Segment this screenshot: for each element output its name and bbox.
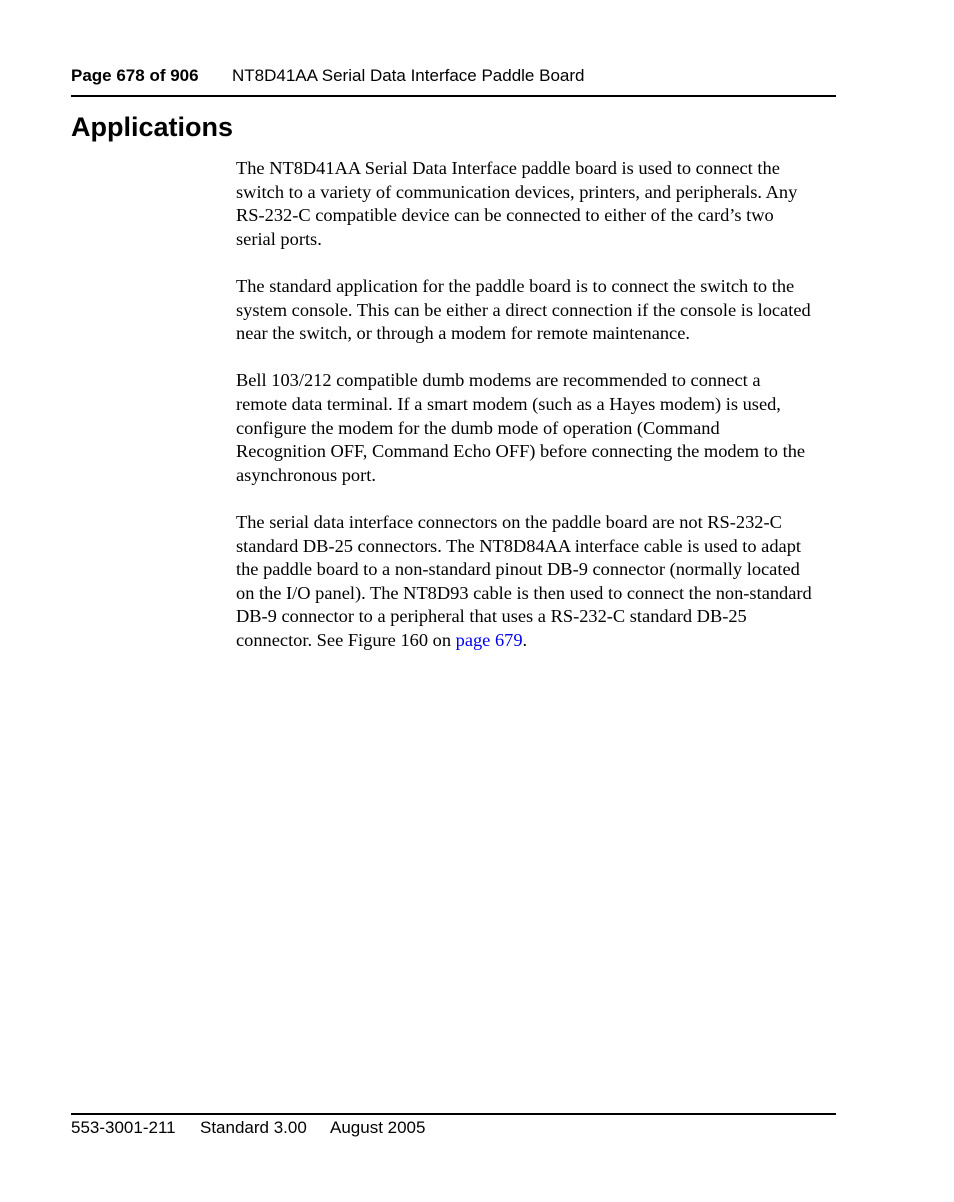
paragraph-connectors: [236, 511, 836, 653]
link-suffix-text: .: [522, 629, 528, 650]
document-title: NT8D41AA Serial Data Interface Paddle Board: [232, 66, 585, 85]
section-body: [236, 157, 836, 676]
text-line: The standard application for the paddle board is to connect the switch to the: [236, 275, 795, 296]
page-number: Page 678 of 906: [71, 66, 199, 85]
header-divider: [71, 95, 836, 97]
paragraph-intro: [236, 157, 836, 251]
text-line: system console. This can be either a direct connection if the console is located: [236, 299, 811, 320]
standard-version: Standard 3.00: [200, 1118, 307, 1137]
document-number: 553-3001-211: [71, 1118, 176, 1137]
text-line: The serial data interface connectors on the paddle board are not RS-232-C: [236, 511, 782, 532]
text-line: remote data terminal. If a smart modem (such as a Hayes modem) is used,: [236, 393, 781, 414]
text-line: near the switch, or through a modem for remote maintenance.: [236, 323, 690, 344]
text-line: Bell 103/212 compatible dumb modems are recommended to connect a: [236, 370, 761, 391]
text-line: DB-9 connector to a peripheral that uses a RS-232-C standard DB-25: [236, 606, 747, 627]
text-line: RS-232-C compatible device can be connected to either of the card’s two: [236, 205, 774, 226]
text-line: Recognition OFF, Command Echo OFF) before connecting the modem to the: [236, 441, 806, 462]
link-prefix-text: connector. See Figure 160 on: [236, 629, 456, 650]
text-line: The NT8D41AA Serial Data Interface paddle board is used to connect the: [236, 158, 780, 178]
page-header: [71, 66, 836, 86]
text-line: the paddle board to a non-standard pinout DB-9 connector (normally located: [236, 559, 800, 580]
section-heading: Applications: [71, 112, 234, 142]
text-line: configure the modem for the dumb mode of operation (Command: [236, 417, 720, 438]
paragraph-modems: [236, 369, 836, 487]
text-line: serial ports.: [236, 228, 322, 249]
text-line: asynchronous port.: [236, 464, 376, 485]
text-line: standard DB-25 connectors. The NT8D84AA interface cable is used to adapt: [236, 535, 801, 556]
text-line-with-link: [236, 629, 836, 653]
text-line: on the I/O panel). The NT8D93 cable is then used to connect the non-standard: [236, 582, 812, 603]
text-line: switch to a variety of communication devices, printers, and peripherals. Any: [236, 181, 798, 202]
publication-date: August 2005: [330, 1118, 426, 1137]
page-679-link[interactable]: page 679: [455, 629, 523, 650]
paragraph-standard-application: [236, 275, 836, 346]
footer-divider: [71, 1113, 836, 1115]
